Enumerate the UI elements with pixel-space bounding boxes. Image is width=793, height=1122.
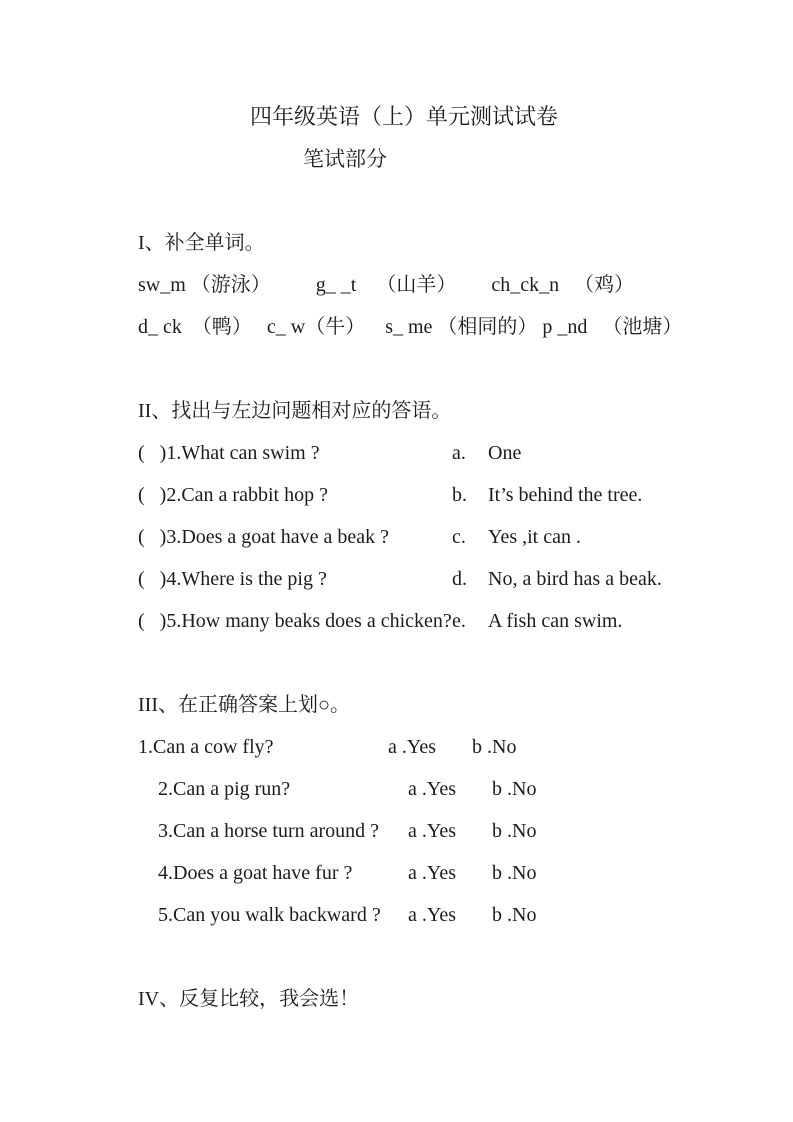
- answer-letter: c.: [452, 526, 466, 548]
- circle-row-2: [138, 768, 733, 810]
- circle-row-3: [138, 810, 733, 852]
- answer-text: It’s behind the tree.: [488, 484, 643, 506]
- answer-text: One: [488, 442, 522, 464]
- option-a: a .Yes: [408, 862, 456, 884]
- circle-question: 3.Can a horse turn around ?: [158, 820, 380, 842]
- match-question: ( )3.Does a goat have a beak ?: [138, 526, 389, 548]
- option-a: a .Yes: [408, 904, 456, 926]
- option-a: a .Yes: [388, 736, 436, 758]
- spacer: [138, 642, 733, 684]
- match-row-2: [138, 474, 733, 516]
- option-b: b .No: [492, 778, 537, 800]
- option-b: b .No: [492, 862, 537, 884]
- circle-question: 1.Can a cow fly?: [138, 736, 274, 758]
- option-a: a .Yes: [408, 820, 456, 842]
- answer-text: No, a bird has a beak.: [488, 568, 662, 590]
- section-i-word-line-2: d_ ck （鸭） c_ w（牛） s_ me （相同的） p _nd （池塘）: [138, 316, 683, 338]
- section-ii-header: II、找出与左边问题相对应的答语。: [138, 400, 452, 422]
- match-question: ( )5.How many beaks does a chicken?: [138, 610, 452, 632]
- section-iv-header: IV、反复比较，我会选！: [138, 988, 360, 1010]
- section-i-word-line-1: sw_m （游泳） g_ _t （山羊） ch_ck_n （鸡）: [138, 274, 635, 296]
- section-iii-header: III、在正确答案上划○。: [138, 694, 351, 716]
- circle-row-1: [138, 726, 733, 768]
- option-b: b .No: [472, 736, 517, 758]
- option-a: a .Yes: [408, 778, 456, 800]
- circle-question: 4.Does a goat have fur ?: [158, 862, 353, 884]
- answer-letter: e.: [452, 610, 466, 632]
- answer-letter: b.: [452, 484, 467, 506]
- answer-letter: d.: [452, 568, 467, 590]
- section-i-header: I、补全单词。: [138, 232, 265, 254]
- match-question: ( )4.Where is the pig ?: [138, 568, 327, 590]
- match-question: ( )2.Can a rabbit hop ?: [138, 484, 328, 506]
- spacer: [138, 180, 733, 222]
- match-row-1: [138, 432, 733, 474]
- match-row-5: [138, 600, 733, 642]
- match-row-4: [138, 558, 733, 600]
- spacer: [138, 348, 733, 390]
- spacer: [138, 936, 733, 978]
- exam-subtitle: 笔试部分: [303, 147, 387, 171]
- circle-row-4: [138, 852, 733, 894]
- answer-letter: a.: [452, 442, 466, 464]
- answer-text: A fish can swim.: [488, 610, 623, 632]
- match-row-3: [138, 516, 733, 558]
- option-b: b .No: [492, 820, 537, 842]
- circle-question: 2.Can a pig run?: [158, 778, 291, 800]
- exam-title: 四年级英语（上）单元测试试卷: [250, 104, 559, 129]
- option-b: b .No: [492, 904, 537, 926]
- answer-text: Yes ,it can .: [488, 526, 581, 548]
- circle-row-5: [138, 894, 733, 936]
- match-question: ( )1.What can swim ?: [138, 442, 320, 464]
- circle-question: 5.Can you walk backward ?: [158, 904, 381, 926]
